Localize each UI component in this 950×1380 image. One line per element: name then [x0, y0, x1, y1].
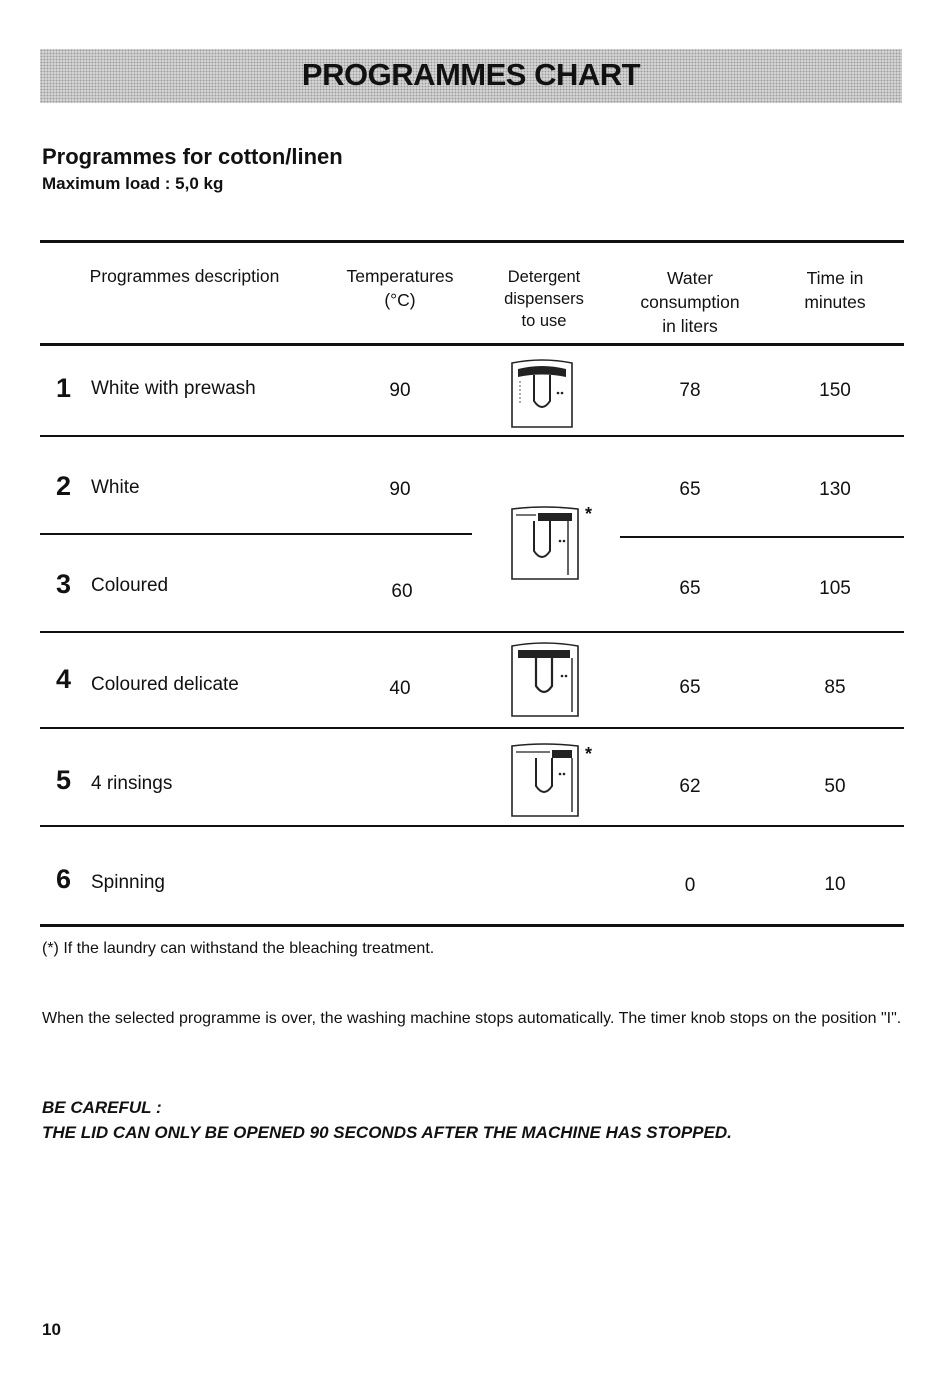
- header-dispensers-line3: to use: [521, 312, 567, 330]
- info-paragraph: When the selected programme is over, the washing machine stops automatically. The timer knob stops on the position "I".: [42, 1010, 902, 1027]
- programme-temperature: 90: [389, 479, 411, 500]
- header-description: Programmes description: [89, 266, 280, 286]
- programme-time: 130: [819, 479, 851, 500]
- programme-water: 65: [679, 479, 701, 500]
- programme-number: 1: [56, 373, 72, 403]
- programme-number: 3: [56, 569, 72, 599]
- page-number: 10: [42, 1320, 61, 1339]
- programme-temperature: 60: [391, 581, 413, 602]
- asterisk-mark: *: [585, 744, 593, 764]
- header-temperature: [330, 264, 470, 312]
- header-bottom-rule: [40, 343, 904, 346]
- programme-water: 62: [679, 776, 701, 797]
- warning-title: BE CAREFUL :: [42, 1098, 162, 1117]
- programme-description: Coloured delicate: [91, 674, 239, 695]
- programme-time: 50: [824, 776, 846, 797]
- header-water-line2: consumption: [640, 292, 740, 312]
- programme-time: 105: [819, 578, 851, 599]
- programme-temperature: 90: [389, 380, 411, 401]
- programme-time: 10: [824, 874, 846, 895]
- header-time: [780, 266, 890, 314]
- row-divider: [40, 825, 904, 827]
- header-time-line1: Time in: [806, 268, 864, 288]
- programme-description: 4 rinsings: [91, 773, 173, 794]
- header-temperature-line2: (°C): [384, 290, 416, 310]
- programme-number: 5: [56, 765, 72, 795]
- section-title: Programmes for cotton/linen: [42, 144, 343, 169]
- programme-time: 150: [819, 380, 851, 401]
- detergent-dispenser-icon: [508, 505, 580, 581]
- warning-text: THE LID CAN ONLY BE OPENED 90 SECONDS AFTER THE MACHINE HAS STOPPED.: [42, 1123, 732, 1142]
- programme-description: Spinning: [91, 872, 165, 893]
- programme-water: 65: [679, 578, 701, 599]
- programme-number: 2: [56, 471, 72, 501]
- row-divider: [40, 533, 472, 535]
- row-divider: [40, 631, 904, 633]
- header-temperature-line1: Temperatures: [346, 266, 454, 286]
- header-time-line2: minutes: [804, 292, 866, 312]
- page-title: PROGRAMMES CHART: [301, 57, 641, 92]
- row-divider: [40, 727, 904, 729]
- row-divider: [40, 435, 904, 437]
- header-water-line3: in liters: [662, 316, 718, 336]
- programme-description: Coloured: [91, 575, 169, 596]
- detergent-dispenser-icon: [508, 357, 576, 429]
- header-dispensers: [485, 266, 603, 332]
- programme-temperature: 40: [389, 678, 411, 699]
- table-bottom-rule: [40, 924, 904, 927]
- programme-water: 0: [684, 875, 696, 896]
- detergent-dispenser-icon: [508, 742, 580, 818]
- table-top-rule: [40, 240, 904, 243]
- programme-number: 4: [56, 664, 72, 694]
- programme-description: White with prewash: [91, 378, 256, 399]
- section-subtitle: Maximum load : 5,0 kg: [42, 174, 224, 193]
- header-dispensers-line2: dispensers: [504, 290, 584, 308]
- detergent-dispenser-icon: [508, 640, 580, 718]
- footnote: (*) If the laundry can withstand the bleaching treatment.: [42, 940, 435, 957]
- programme-time: 85: [824, 677, 846, 698]
- header-water-line1: Water: [666, 268, 714, 288]
- header-water: [620, 266, 760, 338]
- programme-description: White: [91, 477, 140, 498]
- asterisk-mark: *: [585, 504, 593, 524]
- header-dispensers-line1: Detergent: [507, 268, 581, 286]
- programme-number: 6: [56, 864, 72, 894]
- title-banner: [40, 49, 902, 103]
- programme-water: 78: [679, 380, 701, 401]
- programme-water: 65: [679, 677, 701, 698]
- row-divider: [620, 536, 904, 538]
